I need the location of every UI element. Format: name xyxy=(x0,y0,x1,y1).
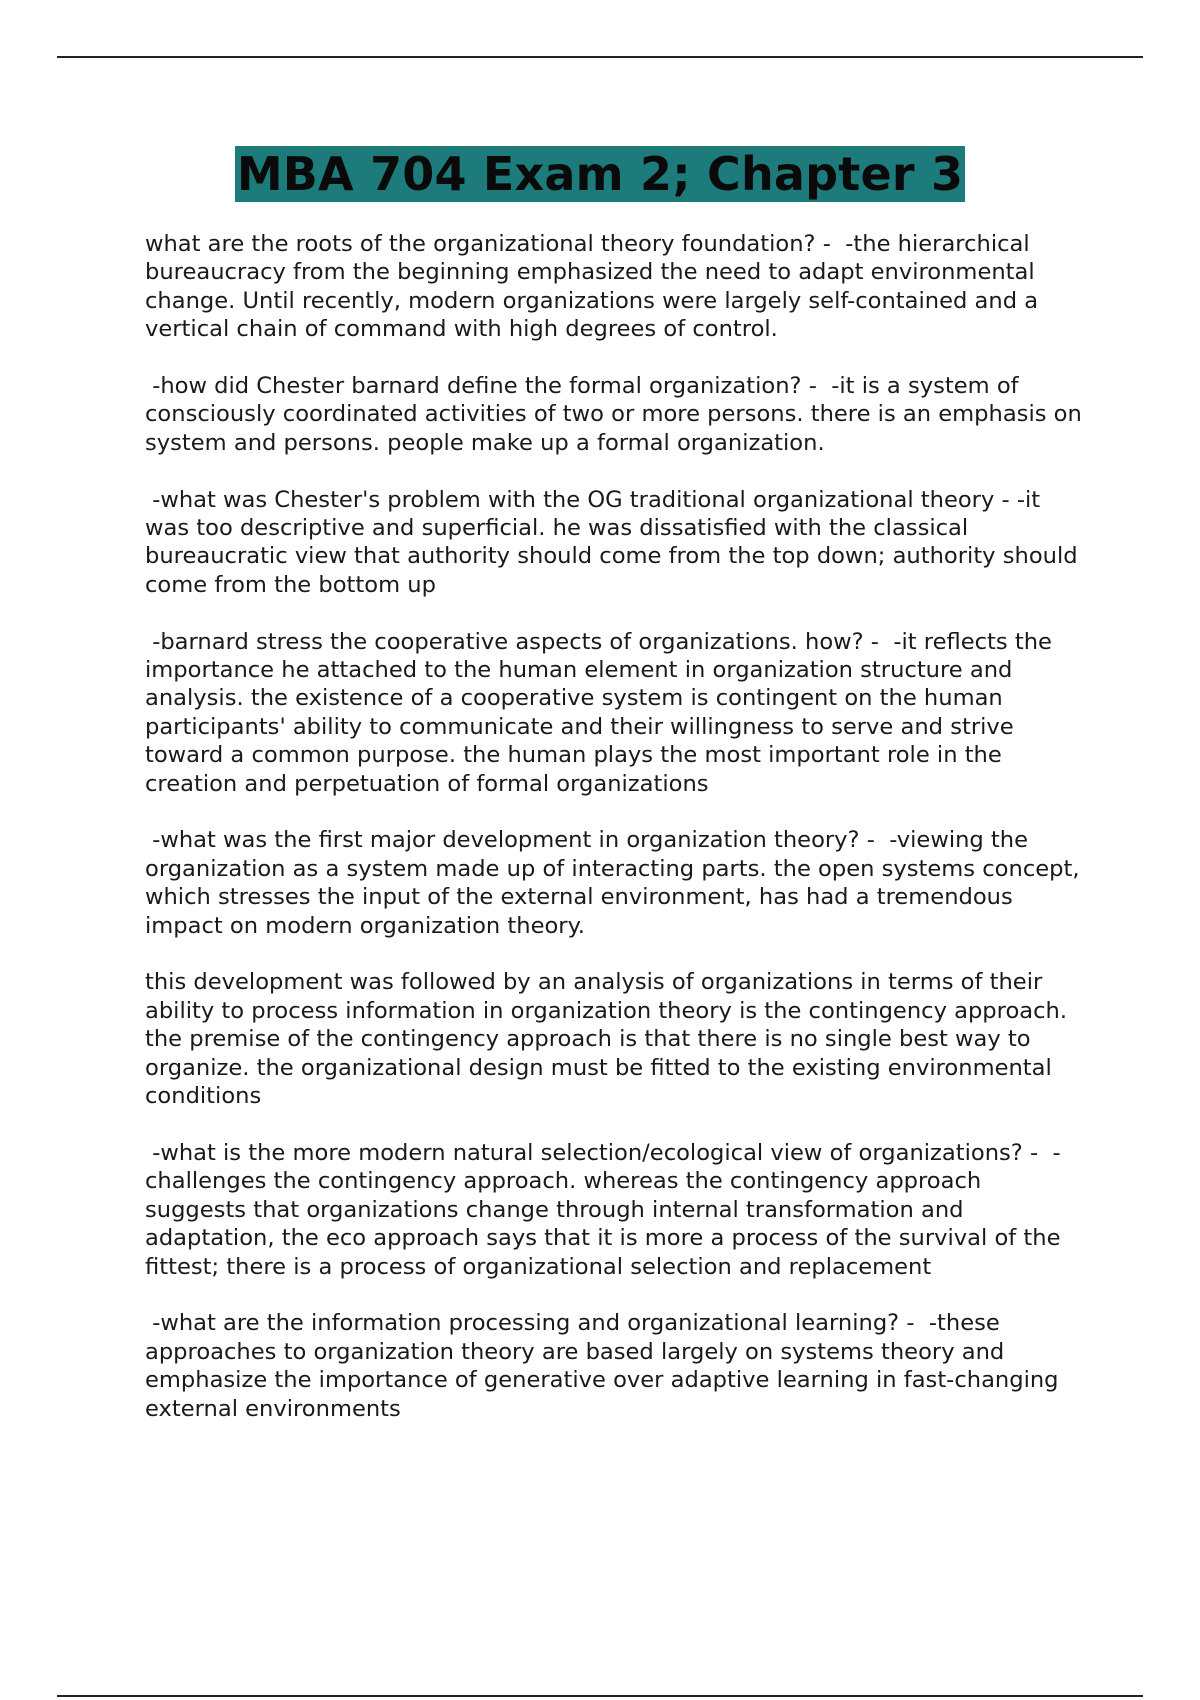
paragraph: -how did Chester barnard define the formal organization? - -it is a system of consciously coordinated activities of two or more persons. there is an emphasis on system and persons. people make up a formal organization. xyxy=(145,373,1090,456)
paragraph: what are the roots of the organizational theory foundation? - -the hierarchical bureaucracy from the beginning emphasized the need to adapt environmental change. Until recently, modern organizations were largely self-contained and a vertical chain of command with high degrees of control. xyxy=(145,231,1046,343)
paragraph: -what is the more modern natural selection/ecological view of organizations? - -challenges the contingency approach. whereas the contingency approach suggests that organizations change through internal transformation and adaptation, the eco approach says that it is more a process of the survival of the fittest; there is a process of organizational selection and replacement xyxy=(145,1139,1068,1280)
paragraph: -what are the information processing and organizational learning? - -these approaches to organization theory are based largely on systems theory and emphasize the importance of generative over adaptive learning in fast-changing external environments xyxy=(145,1310,1066,1422)
paragraph: -barnard stress the cooperative aspects of organizations. how? - -it reflects the importance he attached to the human element in organization structure and analysis. the existence of a cooperative system is contingent on the human participants' ability to communicate and their willingness to serve and strive toward a common purpose. the human plays the most important role in the creation and perpetuation of formal organizations xyxy=(145,628,1060,797)
title-container xyxy=(0,146,1200,202)
document-title: MBA 704 Exam 2; Chapter 3 xyxy=(236,147,964,201)
top-rule xyxy=(57,56,1143,58)
paragraph: -what was the first major development in organization theory? - -viewing the organization as a system made up of interacting parts. the open systems concept, which stresses the input of the external environment, has had a tremendous impact on modern organization theory. xyxy=(145,827,1087,939)
paragraph: this development was followed by an analysis of organizations in terms of their ability to process information in organization theory is the contingency approach. the premise of the contingency approach is that there is no single best way to organize. the organizational design must be fitted to the existing environmental conditions xyxy=(145,969,1075,1110)
document-body xyxy=(145,230,1090,1451)
bottom-rule xyxy=(57,1695,1143,1697)
paragraph: -what was Chester's problem with the OG traditional organizational theory - -it was too descriptive and superficial. he was dissatisfied with the classical bureaucratic view that authority should come from the top down; authority should come from the bottom up xyxy=(145,486,1085,598)
